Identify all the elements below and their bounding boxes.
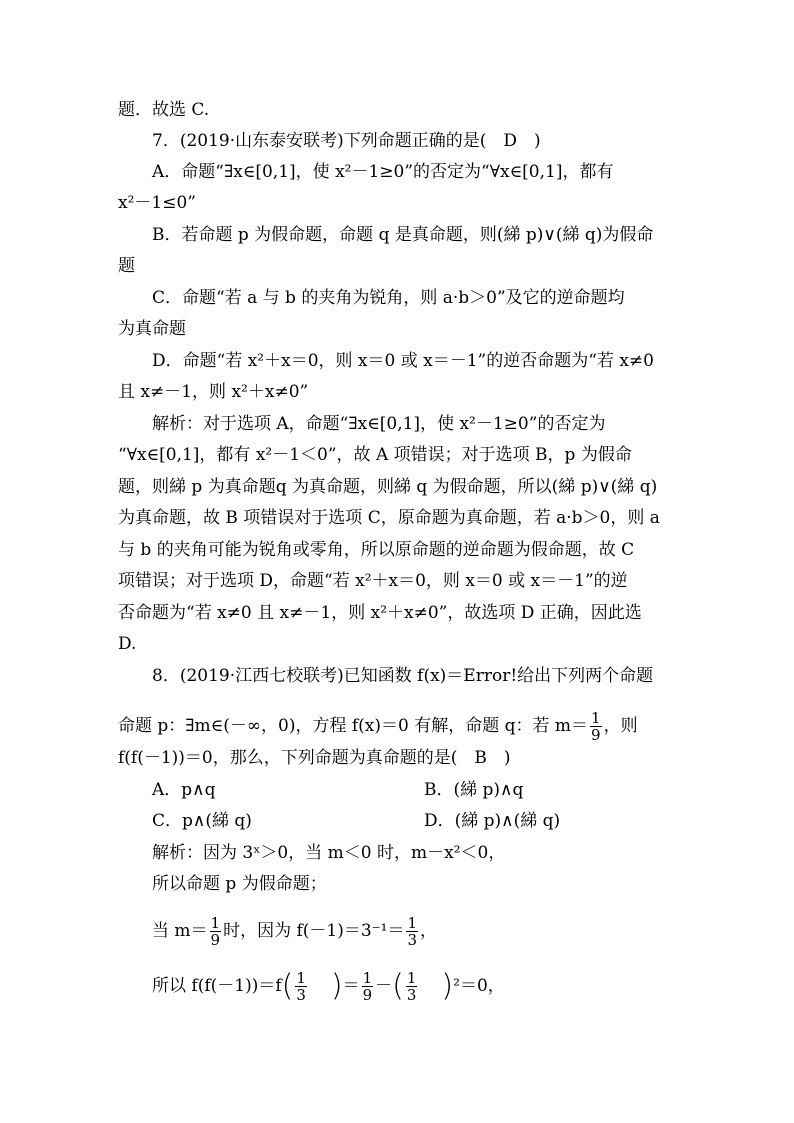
fraction-denominator: 3 (407, 931, 418, 949)
fraction-denominator: 9 (210, 931, 221, 949)
q8-option-d: D．(綈 p)∧(綈 q) (424, 811, 561, 831)
fraction-numerator: 1 (591, 709, 601, 727)
fraction-numerator: 1 (296, 969, 306, 987)
fraction-one-third (406, 915, 418, 948)
q7-option-c-line1: C．命题“若 a 与 b 的夹角为锐角，则 a·b＞0”及它的逆命题均 (152, 288, 625, 308)
q8-question-line: f(f(－1))＝0，那么，下列命题为真命题的是( B ) (118, 748, 511, 768)
analysis-text: － (375, 976, 393, 996)
analysis-text: ＝ (342, 976, 360, 996)
question-8-stem: 8．(2019·江西七校联考)已知函数 f(x)＝Error!给出下列两个命题 (152, 666, 654, 686)
q8-option-c: C．p∧(綈 q) (152, 811, 252, 831)
q7-option-d-line2: 且 x≠－1，则 x²＋x≠0” (118, 382, 309, 402)
fraction-numerator: 1 (407, 914, 418, 932)
fraction-one-ninth (362, 970, 374, 1003)
analysis-text: 所以 f(f(－1))＝f (152, 976, 282, 996)
paren-close: ) (330, 968, 343, 1004)
fraction-numerator: 1 (362, 969, 373, 987)
q8-analysis-line2: 所以命题 p 为假命题； (152, 874, 327, 894)
q7-analysis-line5: 与 b 的夹角可能为锐角或零角，所以原命题的逆命题为假命题，故 C (118, 540, 635, 560)
text-line-1: 题．故选 C. (118, 100, 210, 120)
fraction-one-third (295, 970, 307, 1003)
analysis-text: ， (420, 921, 438, 941)
q7-analysis-line6: 项错误；对于选项 D，命题“若 x²＋x＝0，则 x＝0 或 x＝－1”的逆 (118, 571, 628, 591)
paren-open: ( (392, 968, 404, 1004)
q7-option-a-line2: x²－1≤0” (118, 193, 196, 213)
q7-option-a-line1: A．命题“∃x∈[0,1]，使 x²－1≥0”的否定为“∀x∈[0,1]，都有 (152, 162, 614, 182)
q7-analysis-line2: “∀x∈[0,1]，都有 x²－1＜0”，故 A 项错误；对于选项 B，p 为假命 (118, 445, 632, 465)
q8-analysis-line1: 解析：因为 3ˣ＞0，当 m＜0 时，m－x²＜0， (152, 843, 506, 863)
fraction-numerator: 1 (210, 914, 221, 932)
q7-analysis-line4: 为真命题，故 B 项错误对于选项 C，原命题为真命题，若 a·b＞0，则 a (118, 508, 660, 528)
q8-analysis-line4 (152, 970, 505, 1003)
fraction-numerator: 1 (406, 969, 417, 987)
fraction-denominator: 3 (406, 986, 417, 1004)
analysis-text: ²＝0， (453, 976, 505, 996)
q7-analysis-line3: 题，则綈 p 为真命题q 为真命题，则綈 q 为假命题，所以(綈 p)∨(綈 q) (118, 477, 658, 497)
q7-analysis-line7: 否命题为“若 x≠0 且 x≠－1，则 x²＋x≠0”，故选项 D 正确，因此选 (118, 603, 642, 623)
q7-analysis-line8: D. (118, 634, 137, 654)
paren-close: ) (441, 968, 454, 1004)
paren-open: ( (281, 968, 294, 1004)
q8-option-b: B．(綈 p)∧q (424, 780, 524, 800)
fraction-one-third (406, 970, 418, 1003)
fraction-denominator: 3 (296, 986, 306, 1004)
fraction-one-ninth (590, 710, 602, 743)
q8-analysis-line3 (152, 915, 437, 948)
question-7-stem: 7．(2019·山东泰安联考)下列命题正确的是( D ) (152, 131, 541, 151)
q8-option-a: A．p∧q (152, 780, 216, 800)
analysis-text: 当 m＝ (152, 921, 208, 941)
fraction-one-ninth (210, 915, 222, 948)
fraction-denominator: 9 (362, 986, 373, 1004)
q8-propositions-text: 命题 p：∃m∈(－∞，0)，方程 f(x)＝0 有解，命题 q：若 m＝ (118, 716, 589, 736)
analysis-text: 时，因为 f(－1)＝3⁻¹＝ (223, 921, 405, 941)
q7-option-b-line1: B．若命题 p 为假命题，命题 q 是真命题，则(綈 p)∨(綈 q)为假命 (152, 225, 654, 245)
fraction-denominator: 9 (591, 726, 601, 744)
q7-option-b-line2: 题 (118, 256, 135, 276)
q8-propositions-tail: ，则 (603, 716, 638, 736)
q7-analysis-line1: 解析：对于选项 A，命题“∃x∈[0,1]，使 x²－1≥0”的否定为 (152, 414, 606, 434)
q8-propositions-line (118, 710, 638, 743)
q7-option-d-line1: D．命题“若 x²＋x＝0，则 x＝0 或 x＝－1”的逆否命题为“若 x≠0 (152, 351, 654, 371)
q7-option-c-line2: 为真命题 (118, 319, 186, 339)
